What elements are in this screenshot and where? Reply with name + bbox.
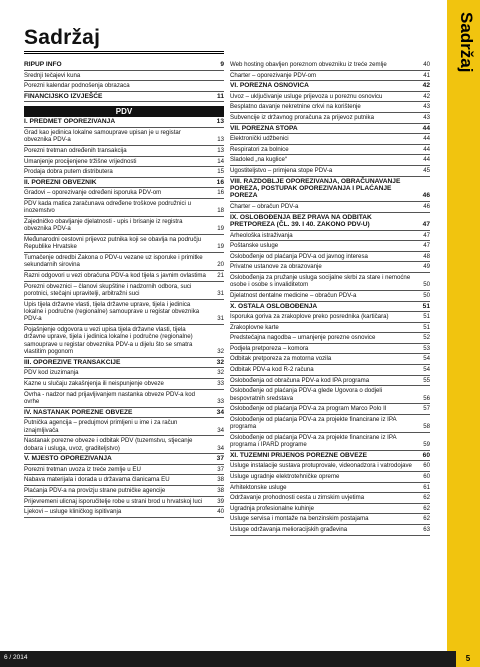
toc-entry-title: Charter – oporezivanje PDV-om [230,71,317,79]
toc-entry-page: 31 [217,289,224,297]
toc-entry-page: 54 [423,355,430,363]
toc-entry-title: Ljekovi – usluge kliničkog ispitivanja [24,508,122,516]
toc-entry[interactable] [230,92,430,103]
toc-entry-title: Usluge ugradnje elektrotehničke opreme [230,473,340,481]
toc-entry-title: II. POREZNI OBVEZNIK [24,178,97,186]
toc-entry-title: Oslobođenje od plaćanja PDV-a za program Marco Polo II [230,405,387,413]
toc-entry-title: Oslobođenja za pružanje usluga socijalne skrbi za stare i nemoćne osobe i osobe s invaliditetom [230,273,411,289]
toc-entry-page: 49 [423,263,430,271]
toc-entry-title: Razni odgovori u vezi obračuna PDV-a kod tijela s javnim ovlastima [24,271,206,279]
toc-entry[interactable] [230,483,430,494]
toc-entry[interactable] [230,134,430,145]
toc-entry[interactable] [230,354,430,365]
toc-entry-title: Isporuka goriva za zrakoplove preko posrednika (kartičara) [230,313,389,321]
toc-entry[interactable] [230,376,430,387]
toc-entry-title: Porezni kalendar podnošenja obrazaca [24,82,130,90]
toc-entry[interactable] [24,300,224,325]
toc-entry-title: XI. TUZEMNI PRIJENOS POREZNE OBVEZE [230,451,368,459]
toc-entry-page: 46 [422,192,430,200]
toc-entry-title: Zajedničko obavljanje djelatnosti - upis i brisanje iz registra obveznika PDV-a [24,217,183,233]
toc-entry-page: 44 [422,124,430,132]
toc-entry[interactable] [230,404,430,415]
toc-entry-title: Privatne ustanove za obrazovanje [230,263,322,271]
toc-entry[interactable] [230,241,430,252]
toc-entry-page: 20 [217,261,224,269]
toc-entry-title: Uvoz – uključivanje usluge prijevoza u poreznu osnovicu [230,92,383,100]
toc-entry-title: Oslobođenje od plaćanja PDV-a za projekte financirane iz IPA programa [230,415,397,431]
toc-entry-title: Arhitektonske usluge [230,483,287,491]
toc-entry-title: Oslobođenja od obračuna PDV-a kod IPA programa [230,376,370,384]
toc-entry-title: FINANCIJSKO IZVJEŠĆE [24,92,103,100]
toc-entry-title: Nastanak porezne obveze i odbitak PDV (tuzemstvu, stjecanje dobara i usluga, uvoz, graditeljstvo) [24,437,193,452]
toc-entry[interactable] [24,235,224,253]
toc-entry-title: Oslobođenje od plaćanja PDV-a glede Ugovora o dodjeli bespovratnih sredstava [230,387,383,402]
toc-entry[interactable] [230,273,430,291]
toc-entry-title: Usluge održavanja melioracijskih građevina [230,526,348,533]
toc-entry-page: 51 [423,313,430,321]
toc-entry-title: I. PREDMET OPOREZIVANJA [24,118,116,126]
toc-entry[interactable] [230,113,430,124]
toc-entry-page: 37 [216,455,224,463]
toc-section-heading[interactable] [230,213,430,231]
title-rule-top [24,51,224,52]
toc-entry[interactable] [24,368,224,379]
toc-entry-page: 59 [423,441,430,449]
toc-entry-title: Održavanje prohodnosti cesta u zimskim uvjetima [230,494,365,502]
toc-entry-title: Ugradnja profesionalne kuhinje [230,504,315,512]
toc-entry[interactable] [230,145,430,156]
toc-right-column [230,60,430,536]
toc-entry-title: PDV kada matica zaračunava određene troškove podružnici u inozemstvo [24,199,191,215]
toc-entry[interactable] [230,291,430,302]
toc-entry-title: III. OPOREZIVE TRANSAKCIJE [24,358,121,366]
toc-entry-title: Poštanske usluge [230,242,279,250]
toc-entry[interactable] [24,167,224,178]
toc-entry-page: 47 [422,220,430,228]
toc-entry-title: Porezni tretman uvoza iz treće zemlje u EU [24,465,141,473]
toc-entry[interactable] [24,436,224,454]
toc-entry-page: 32 [216,358,224,366]
toc-section-heading[interactable] [24,408,224,419]
toc-entry[interactable] [230,252,430,263]
toc-section-heading[interactable] [24,454,224,465]
toc-section-heading[interactable] [24,92,224,103]
toc-entry-title: Oslobođenje od plaćanja PDV-a za projekte financirane iz IPA programa i IPARD programe [230,433,397,449]
toc-entry[interactable] [230,365,430,376]
side-tab-label [450,8,476,98]
toc-entry-title: Upis tijela državne vlasti, tijela državne uprave, tijela i jedinica lokalne i područne (regionalne) samouprave u registar obveznika PDV-a [24,300,200,323]
toc-entry-title: Zrakoplovne karte [230,323,279,331]
toc-entry-page: 32 [217,348,224,356]
toc-entry-title: Srednji tečajevi kuna [24,71,81,79]
toc-entry-title: Usluge instalacije sustava protuprovale, videonadzora i vatrodojave [230,462,412,470]
toc-entry[interactable] [24,465,224,476]
toc-entry-title: RIPUP INFO [24,61,62,68]
toc-entry-title: VIII. RAZDOBLJE OPOREZIVANJA, OBRAČUNAVANJE POREZA, POSTUPAK OPOREZIVANJA I PLAĆANJE POREZA [230,177,401,200]
toc-entry-title: Prodaja dobra putem distributera [24,168,113,176]
toc-entry-page: 62 [423,504,430,512]
toc-entry[interactable] [24,507,224,518]
toc-entry[interactable] [230,525,430,536]
toc-entry[interactable] [24,486,224,497]
toc-entry-title: Plaćanja PDV-a na provizju strane putničke agencije [24,486,166,494]
toc-entry[interactable] [24,253,224,271]
toc-entry[interactable] [230,71,430,82]
toc-entry[interactable] [24,146,224,157]
toc-entry[interactable] [230,60,430,71]
toc-entry-page: 43 [423,103,430,111]
toc-entry-title: Podjela pretporeza – komora [230,344,309,352]
toc-entry-page: 63 [423,526,430,533]
toc-entry-page: 42 [422,82,430,90]
toc-entry-page: 37 [217,465,224,473]
toc-entry-page: 34 [217,444,224,452]
toc-entry-page: 44 [423,156,430,164]
toc-entry-title: Sladoled „na kuglice“ [230,156,287,164]
toc-entry-title: Odbitak pretporeza za motorna vozila [230,355,332,363]
side-tab-text: Sadržaj [457,12,476,73]
toc-section-heading[interactable] [230,81,430,92]
toc-section-heading[interactable] [230,302,430,313]
toc-entry-page: 45 [423,166,430,174]
title-rule-bottom [24,53,224,54]
toc-entry-page: 56 [423,394,430,402]
toc-entry-title: Oslobođenje od plaćanja PDV-a od javnog interesa [230,252,368,260]
toc-entry-title: Porezni tretman određenih transakcija [24,146,127,154]
toc-entry-title: Porezni obveznici – članovi skupštine i nadzornih odbora, suci porotnici, stečajni upravitelji, arbitražni suci [24,282,192,297]
toc-entry-page: 13 [217,136,224,144]
toc-entry[interactable] [24,81,224,92]
toc-section-heading[interactable] [230,124,430,135]
toc-entry[interactable] [24,282,224,300]
toc-entry-title: Putnička agencija – predujmovi primljeni u ime i za račun iznajmljivača [24,419,178,434]
toc-entry-page: 60 [422,451,430,459]
toc-entry-title: Gradovi – oporezivanje određeni isporuka PDV-om [24,189,162,197]
toc-entry-page: 18 [217,207,224,215]
toc-entry-page: 19 [217,225,224,233]
toc-entry[interactable] [230,344,430,355]
toc-entry[interactable] [24,188,224,199]
toc-entry-page: 34 [216,408,224,416]
toc-entry-title: Tumačenje odredbi Zakona o PDV-u vezane uz isporuke i primitke sekundarnih sirovina [24,253,203,269]
toc-entry-page: 48 [423,252,430,260]
toc-section-heading[interactable] [230,451,430,462]
toc-entry-page: 14 [217,157,224,165]
toc-entry-title: Arheološka istraživanja [230,231,293,239]
page-title: Sadržaj [24,26,101,49]
toc-entry-title: VI. POREZNA OSNOVICA [230,82,309,90]
toc-entry-page: 31 [217,315,224,323]
toc-entry[interactable] [230,504,430,515]
toc-entry-page: 33 [217,397,224,405]
toc-entry-title: Usluge servisa i montaže na benzinskim postajama [230,515,369,523]
toc-entry[interactable] [24,390,224,408]
toc-entry-title: Grad kao jedinica lokalne samouprave upisan je u registar obveznika PDV-a [24,128,181,144]
toc-section-heading[interactable] [24,178,224,189]
toc-entry-page: 51 [423,323,430,331]
toc-entry[interactable] [24,199,224,217]
toc-entry[interactable] [230,386,430,404]
toc-entry-title: Respiratori za bolnice [230,145,289,153]
toc-entry[interactable] [230,415,430,433]
issue-label: 6 / 2014 [4,654,28,661]
toc-section-heading[interactable] [24,60,224,71]
toc-entry-page: 51 [422,302,430,310]
toc-entry-page: 11 [217,92,224,100]
toc-entry[interactable] [24,128,224,146]
toc-entry-page: 61 [423,483,430,491]
toc-entry-page: 33 [217,379,224,387]
toc-entry-page: 16 [216,178,224,186]
toc-entry-page: 52 [423,334,430,342]
toc-entry-page: 60 [423,473,430,481]
toc-entry[interactable] [230,461,430,472]
toc-entry-page: 46 [423,202,430,210]
toc-entry-page: 58 [423,423,430,431]
toc-entry[interactable] [230,514,430,525]
toc-entry[interactable] [230,231,430,242]
toc-entry-page: 19 [217,243,224,251]
toc-section-heading[interactable] [230,177,430,202]
toc-entry-page: 40 [423,61,430,68]
toc-entry-title: PDV kod izuzimanja [24,369,79,377]
toc-entry-page: 42 [423,92,430,100]
toc-entry-page: 41 [423,71,430,79]
toc-entry[interactable] [230,262,430,273]
toc-entry[interactable] [24,475,224,486]
toc-entry-title: X. OSTALA OSLOBOĐENJA [230,302,318,310]
toc-entry-title: Elektronički udžbenici [230,135,289,143]
footer-bar [0,651,456,667]
toc-entry[interactable] [230,202,430,213]
toc-entry-page: 50 [423,291,430,299]
toc-entry-title: Ovrha - nadzor nad prijavljivanjem nastanka obveze PDV-a kod ovrhe [24,390,196,405]
toc-entry-title: IV. NASTANAK POREZNE OBVEZE [24,408,133,416]
toc-entry-page: 57 [423,405,430,413]
toc-entry-title: Besplatno davanje nekretnine crkvi na korištenje [230,103,361,111]
toc-entry-page: 15 [217,168,224,176]
toc-entry[interactable] [230,312,430,323]
toc-entry[interactable] [230,323,430,334]
toc-entry-page: 21 [217,271,224,279]
toc-section-heading[interactable] [24,358,224,369]
toc-entry[interactable] [24,497,224,508]
toc-entry-title: Umanjenje procijenjene tržišne vrijednosti [24,157,137,165]
toc-entry-page: 47 [423,242,430,250]
toc-entry-title: VII. POREZNA STOPA [230,124,298,132]
toc-entry-page: 60 [423,462,430,470]
toc-entry-page: 43 [423,113,430,121]
page-footer [0,651,480,667]
toc-entry[interactable] [24,71,224,82]
toc-entry-page: 47 [423,231,430,239]
toc-entry-page: 62 [423,494,430,502]
toc-entry[interactable] [24,379,224,390]
toc-entry-title: Ugostiteljstvo – primjena stope PDV-a [230,166,333,174]
toc-entry-title: Odbitak PDV-a kod R-2 računa [230,366,314,374]
toc-entry[interactable] [24,271,224,282]
toc-entry-title: Nabava materijala i dorada u državama članicama EU [24,476,170,484]
toc-entry-title: Prijevremeni ulicnaj isporučitelje robe u strani brod u hrvatskoj luci [24,497,203,505]
toc-entry-title: IX. OSLOBOĐENJA BEZ PRAVA NA ODBITAK PRETPOREZA (ČL. 39. I 40. ZAKONO PDV-U) [230,213,372,228]
toc-entry[interactable] [230,493,430,504]
toc-entry-page: 40 [217,508,224,516]
toc-entry-page: 50 [423,281,430,289]
toc-entry-page: 34 [217,426,224,434]
toc-entry[interactable] [230,102,430,113]
toc-entry-page: 44 [423,135,430,143]
section-band: PDV [24,106,224,117]
toc-entry-page: 16 [217,189,224,197]
toc-entry-page: 38 [217,486,224,494]
toc-entry-title: Djelatnost dentalne medicine – obračun PDV-a [230,291,357,299]
toc-entry[interactable] [230,472,430,483]
toc-entry-page: 44 [423,145,430,153]
toc-entry[interactable] [230,166,430,177]
toc-entry-page: 55 [423,376,430,384]
toc-left-column [24,60,224,518]
toc-entry-page: 54 [423,366,430,374]
toc-entry-page: 62 [423,515,430,523]
toc-entry-page: 39 [217,497,224,505]
toc-entry-page: 9 [220,61,224,68]
toc-entry-page: 53 [423,344,430,352]
toc-entry[interactable] [24,325,224,358]
toc-entry-title: Kazne u slučaju zakašnjenja ili neispunjenje obveze [24,379,164,387]
toc-entry-page: 32 [217,369,224,377]
toc-entry-title: Subvencije iz državnog proračuna za prijevoz putnika [230,113,374,121]
toc-entry-title: V. MJESTO OPOREZIVANJA [24,455,112,463]
page-number: 5 [456,651,480,667]
toc-entry-page: 13 [217,146,224,154]
toc-entry-title: Web hosting obavljen poreznom obvezniku iz treće zemlje [230,61,387,68]
toc-entry-title: Pojašnjenje odgovora u vezi upisa tijela državne vlasti, tijela državne uprave, tijela i jedinica lokalne i područne (regionalne) samouprave u registar obveznika PDV-a u dijelu što se smatra vlastitim pogonom [24,325,193,356]
toc-entry-page: 38 [217,476,224,484]
toc-entry[interactable] [230,433,430,451]
toc-entry[interactable] [24,157,224,168]
toc-entry[interactable] [24,418,224,436]
toc-section-heading[interactable] [24,117,224,128]
toc-entry-title: Predstečajna nagodba – umanjenje porezne osnovice [230,334,376,342]
toc-entry[interactable] [24,217,224,235]
toc-entry[interactable] [230,333,430,344]
toc-entry-title: Međunarodni cestovni prijevoz putnika koji se obavlja na području Republike Hrvatske [24,235,202,251]
toc-entry-title: Charter – obračun PDV-a [230,202,299,210]
toc-entry-page: 13 [216,118,224,126]
toc-entry[interactable] [230,155,430,166]
